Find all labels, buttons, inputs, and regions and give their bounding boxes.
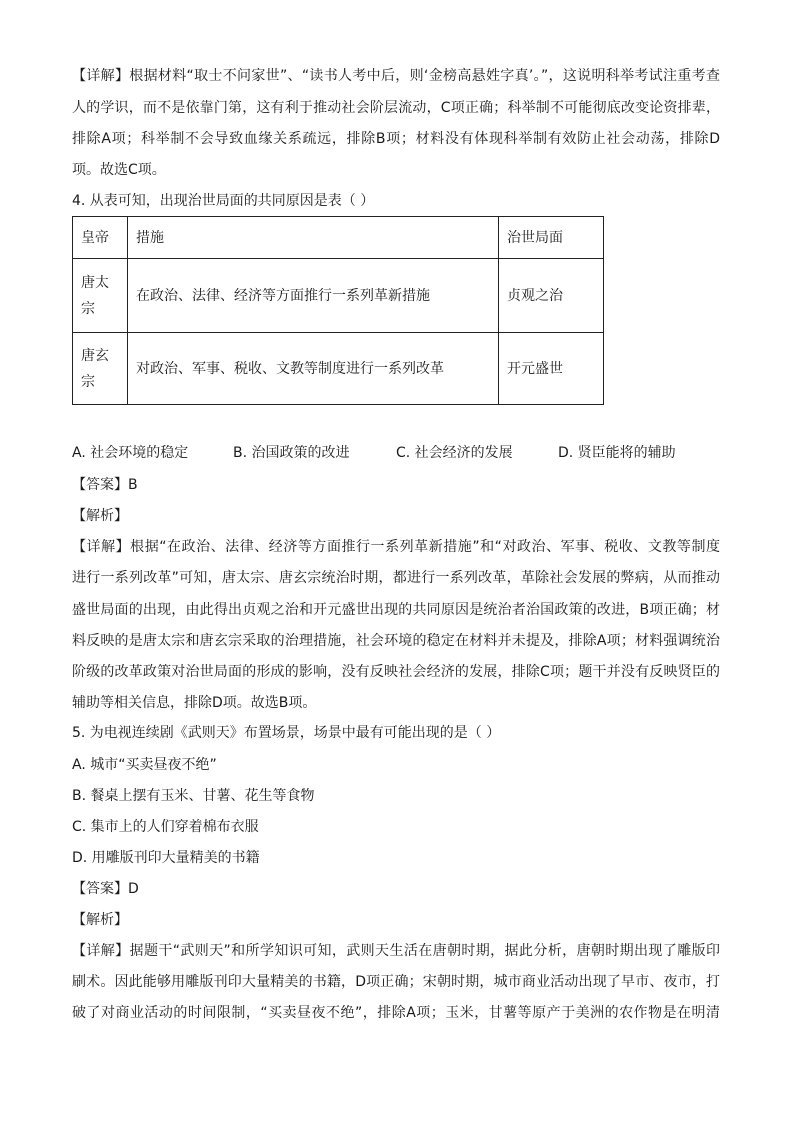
table-row [73, 259, 604, 333]
table-cell: 在政治、法律、经济等方面推行一系列革新措施 [128, 259, 499, 333]
option-a: A. 社会环境的稳定 [72, 445, 189, 461]
detail-line: 【详解】据题干“武则天”和所学知识可知，武则天生活在唐朝时期，据此分析，唐朝时期出现了雕版印 [72, 943, 720, 959]
table-cell: 唐玄宗 [73, 333, 128, 405]
option-b: B. 餐桌上摆有玉米、甘薯、花生等食物 [72, 788, 315, 804]
table-row [73, 333, 604, 405]
detail-line: 【详解】根据材料“取士不问家世”、“读书人考中后，则‘金榜高悬姓字真’。”，这说明科举考试注重考查 [72, 68, 720, 84]
detail-line: 破了对商业活动的时间限制，“买卖昼夜不绝”，排除A项；玉米，甘薯等原产于美洲的农作物是在明清 [72, 1005, 720, 1021]
option-c: C. 集市上的人们穿着棉布衣服 [72, 819, 259, 835]
option-d: D. 贤臣能将的辅助 [558, 445, 676, 461]
detail-line: 料反映的是唐太宗和唐玄宗采取的治理措施，社会环境的稳定在材料并未提及，排除A项；材料强调统治 [72, 633, 720, 649]
table-header-cell: 皇帝 [73, 217, 128, 259]
table-header-row [73, 217, 604, 259]
analysis-label: 【解析】 [72, 508, 128, 524]
table-cell: 贞观之治 [499, 259, 604, 333]
table-header-cell: 治世局面 [499, 217, 604, 259]
table-cell: 对政治、军事、税收、文教等制度进行一系列改革 [128, 333, 499, 405]
question-4-stem: 4. 从表可知，出现治世局面的共同原因是表（ ） [72, 193, 375, 209]
detail-line: 盛世局面的出现，由此得出贞观之治和开元盛世出现的共同原因是统治者治国政策的改进，B项正确；材 [72, 602, 720, 618]
question-4-table [72, 216, 604, 405]
detail-line: 排除A项；科举制不会导致血缘关系疏远，排除B项；材料没有体现科举制有效防止社会动荡，排除D [72, 131, 720, 147]
question-5-stem: 5. 为电视连续剧《武则天》布置场景，场景中最有可能出现的是（ ） [72, 725, 501, 741]
option-d: D. 用雕版刊印大量精美的书籍 [72, 850, 260, 866]
table-cell: 开元盛世 [499, 333, 604, 405]
answer-label: 【答案】D [72, 881, 139, 897]
option-c: C. 社会经济的发展 [396, 445, 513, 461]
detail-line: 辅助等相关信息，排除D项。故选B项。 [72, 695, 317, 711]
option-a: A. 城市“买卖昼夜不绝” [72, 757, 217, 773]
table-cell: 唐太宗 [73, 259, 128, 333]
answer-label: 【答案】B [72, 477, 138, 493]
detail-line: 阶级的改革政策对治世局面的形成的影响，没有反映社会经济的发展，排除C项；题干并没有反映贤臣的 [72, 664, 720, 680]
table-header-cell: 措施 [128, 217, 499, 259]
detail-line: 人的学识，而不是依靠门第，这有利于推动社会阶层流动，C项正确；科举制不可能彻底改变论资排辈， [72, 100, 720, 116]
option-b: B. 治国政策的改进 [233, 445, 350, 461]
detail-line: 进行一系列改革”可知，唐太宗、唐玄宗统治时期，都进行一系列改革，革除社会发展的弊病，从而推动 [72, 570, 720, 586]
analysis-label: 【解析】 [72, 912, 128, 928]
detail-line: 【详解】根据“在政治、法律、经济等方面推行一系列革新措施”和“对政治、军事、税收、文教等制度 [72, 539, 720, 555]
detail-line: 刷术。因此能够用雕版刊印大量精美的书籍，D项正确；宋朝时期，城市商业活动出现了早市、夜市，打 [72, 974, 720, 990]
detail-line: 项。故选C项。 [72, 162, 166, 178]
